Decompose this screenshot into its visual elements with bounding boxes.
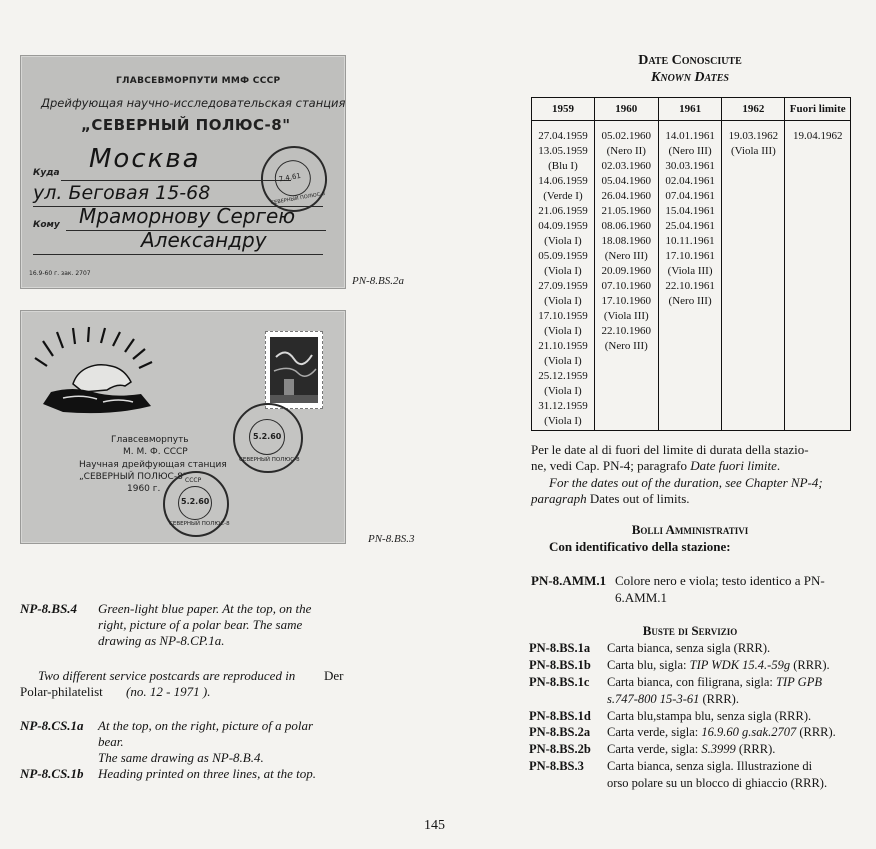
cover1-komu-label: Кому bbox=[33, 220, 60, 230]
buste-text-pre: Carta verde, sigla: bbox=[607, 742, 702, 756]
cover2-postmark-upper-text: СЕВЕРНЫЙ ПОЛЮС-8 bbox=[239, 457, 300, 463]
date-entry: 21.05.1960 bbox=[601, 205, 652, 217]
cover1-recipient-line1: Мраморнову Сергею bbox=[79, 204, 296, 228]
date-entry: 22.10.1960 bbox=[601, 325, 652, 337]
bolli-title: Bolli Amministrativi bbox=[631, 522, 749, 537]
column-header-fuori-limite: Fuori limite bbox=[785, 98, 851, 121]
date-entry: 14.06.1959 bbox=[538, 175, 588, 187]
paragraph-it bbox=[531, 442, 853, 474]
amm-line2: 6.AMM.1 bbox=[615, 590, 668, 605]
date-entry: 20.09.1960 bbox=[601, 265, 652, 277]
buste-row-1b bbox=[529, 657, 830, 674]
entry-text-line2: bear. bbox=[98, 734, 124, 749]
date-entry: 26.04.1960 bbox=[601, 190, 652, 202]
date-entry: (Viola I) bbox=[544, 265, 582, 277]
buste-code: PN-8.BS.3 bbox=[529, 759, 584, 773]
cover1-postmark-text: СЕВЕРНЫЙ ПОЛЮС-8 bbox=[270, 190, 326, 207]
paragraph-en-line2a: paragraph bbox=[531, 491, 587, 506]
buste-text-pre: Carta bianca, con filigrana, sigla: bbox=[607, 675, 777, 689]
date-entry: (Viola I) bbox=[544, 235, 582, 247]
buste-text-2: orso polare su un blocco di ghiaccio (RRR). bbox=[607, 776, 828, 790]
date-entry: (Verde I) bbox=[543, 190, 583, 202]
table-row bbox=[532, 121, 851, 431]
date-entry: (Viola I) bbox=[544, 385, 582, 397]
paragraph-en-line2 bbox=[531, 491, 853, 507]
buste-text-ital-2: s.747-800 15-3-61 bbox=[607, 692, 700, 706]
cover1-kuda-label: Куда bbox=[33, 168, 60, 178]
date-entry: (Nero II) bbox=[606, 145, 646, 157]
date-entry: (Viola I) bbox=[544, 415, 582, 427]
date-entry: 07.04.1961 bbox=[665, 190, 715, 202]
buste-title: Buste di Servizio bbox=[642, 623, 738, 638]
date-entry: 19.04.1962 bbox=[792, 130, 843, 142]
buste-row-3-line2 bbox=[607, 775, 827, 792]
date-entry: 02.04.1961 bbox=[665, 175, 715, 187]
buste-text-pre: Carta verde, sigla: bbox=[607, 725, 702, 739]
buste-code: PN-8.BS.1d bbox=[529, 709, 591, 723]
date-entry: 13.05.1959 bbox=[538, 145, 588, 157]
paragraph-it-line2 bbox=[531, 458, 853, 474]
postage-stamp bbox=[265, 331, 323, 409]
cover1-street: ул. Беговая 15-68 bbox=[33, 182, 211, 204]
cover2-postmark-lower-date: 5.2.60 bbox=[181, 497, 210, 506]
note-part1: Two different service postcards are reproduced in bbox=[38, 668, 296, 683]
note-part2: Der bbox=[324, 668, 344, 683]
cover1-station-line: Дрейфующая научно-исследовательская станция bbox=[41, 96, 346, 110]
buste-text-ital: TIP WDK 15.4.-59g bbox=[689, 658, 791, 672]
buste-text-post: (RRR). bbox=[796, 725, 836, 739]
date-entry: (Viola III) bbox=[603, 310, 649, 322]
date-entry: 15.04.1961 bbox=[665, 205, 715, 217]
entry-code: NP-8.BS.4 bbox=[20, 601, 78, 616]
date-entry: 05.09.1959 bbox=[538, 250, 588, 262]
known-dates-table bbox=[531, 97, 851, 431]
column-cell-1962 bbox=[722, 121, 785, 431]
cover1-station-name: „СЕВЕРНЫЙ ПОЛЮС-8" bbox=[81, 116, 291, 134]
date-entry: (Viola I) bbox=[544, 325, 582, 337]
cover2-line5: 1960 г. bbox=[127, 484, 161, 494]
bolli-subtitle: Con identificativo della stazione: bbox=[549, 539, 731, 554]
buste-row-1c bbox=[529, 674, 822, 691]
date-entry: 31.12.1959 bbox=[538, 400, 588, 412]
cover1-recipient-line2: Александру bbox=[141, 228, 267, 252]
cover-image-pn-8-bs-2a bbox=[20, 55, 346, 289]
buste-code: PN-8.BS.1c bbox=[529, 675, 590, 689]
entry-text-line3: drawing as NP-8.CP.1a. bbox=[98, 633, 225, 648]
cover1-city: Москва bbox=[89, 144, 201, 174]
cover1-line-4 bbox=[33, 254, 323, 255]
date-entry: 19.03.1962 bbox=[728, 130, 779, 142]
date-entry: 27.09.1959 bbox=[538, 280, 588, 292]
cover2-postmark-lower-text: СЕВЕРНЫЙ ПОЛЮС-8 bbox=[169, 521, 230, 527]
cover1-imprint: 16.9-60 г. зак. 2707 bbox=[29, 270, 91, 277]
entry-code: NP-8.CS.1b bbox=[20, 766, 84, 781]
date-entry: 21.10.1959 bbox=[538, 340, 588, 352]
buste-text-post-2: (RRR). bbox=[699, 692, 739, 706]
paragraph-it-line2a: ne, vedi Cap. PN-4; paragrafo bbox=[531, 458, 687, 473]
cover2-line3: Научная дрейфующая станция bbox=[79, 460, 227, 470]
entry-text-line1: At the top, on the right, picture of a polar bbox=[98, 718, 314, 733]
buste-text: Carta bianca, senza sigla. Illustrazione di bbox=[607, 759, 813, 773]
date-entry: 07.10.1960 bbox=[601, 280, 652, 292]
paragraph-it-line2b: Date fuori limite bbox=[690, 458, 777, 473]
date-entry: (Viola I) bbox=[544, 295, 582, 307]
date-entry: 14.01.1961 bbox=[665, 130, 715, 142]
entry-text-line2: right, picture of a polar bear. The same bbox=[98, 617, 303, 632]
paragraph-en-period: . bbox=[686, 491, 690, 506]
amm-line1: Colore nero e viola; testo identico a PN- bbox=[615, 573, 825, 588]
buste-code: PN-8.BS.2a bbox=[529, 725, 591, 739]
buste-text-ital: 16.9.60 g.sak.2707 bbox=[701, 725, 797, 739]
cover1-caption: PN-8.BS.2a bbox=[352, 275, 404, 287]
column-header-1959: 1959 bbox=[532, 98, 595, 121]
date-entry: 08.06.1960 bbox=[601, 220, 652, 232]
buste-text-ital: S.3999 bbox=[701, 742, 736, 756]
buste-row-2a bbox=[529, 724, 836, 741]
date-entry: (Viola I) bbox=[544, 355, 582, 367]
note-part4: (no. 12 - 1971 ). bbox=[126, 684, 211, 699]
buste-code: PN-8.BS.2b bbox=[529, 742, 591, 756]
buste-code: PN-8.BS.1b bbox=[529, 658, 591, 672]
date-entry: (Viola III) bbox=[667, 265, 713, 277]
buste-text-post: (RRR). bbox=[735, 742, 776, 756]
buste-row-1a bbox=[529, 640, 770, 657]
stamp-picture bbox=[270, 337, 318, 403]
buste-row-1c-line2 bbox=[607, 691, 739, 708]
cover2-postmark-upper bbox=[233, 403, 303, 473]
entry-code: NP-8.CS.1a bbox=[20, 718, 84, 733]
cover2-line1: Главсевморпуть bbox=[111, 435, 189, 445]
date-entry: (Viola III) bbox=[731, 145, 776, 157]
cover-image-pn-8-bs-3 bbox=[20, 310, 346, 544]
date-entry: 22.10.1961 bbox=[665, 280, 715, 292]
buste-text-post: (RRR). bbox=[790, 658, 830, 672]
date-entry: 25.04.1961 bbox=[665, 220, 715, 232]
stamp-scene-icon bbox=[270, 337, 318, 403]
column-cell-1959 bbox=[532, 121, 595, 431]
date-entry: 18.08.1960 bbox=[601, 235, 652, 247]
date-entry: (Nero III) bbox=[668, 295, 712, 307]
date-entry: 05.02.1960 bbox=[601, 130, 652, 142]
cover2-postmark-lower-top: СССР bbox=[185, 477, 202, 484]
cover1-postmark-date: 7.4.61 bbox=[278, 171, 302, 184]
paragraph-en-line2b: Dates out of limits bbox=[589, 491, 687, 506]
date-entry: (Blu I) bbox=[548, 160, 578, 172]
date-entry: 17.10.1959 bbox=[538, 310, 588, 322]
date-entry: (Nero III) bbox=[604, 340, 648, 352]
amm-code: PN-8.AMM.1 bbox=[531, 573, 607, 588]
cover1-line-1 bbox=[61, 180, 291, 181]
date-entry: 21.06.1959 bbox=[538, 205, 588, 217]
paragraph-it-period: . bbox=[776, 458, 781, 473]
dates-title-it: Date Conosciute bbox=[638, 53, 742, 68]
buste-code: PN-8.BS.1a bbox=[529, 641, 591, 655]
cover2-postmark-upper-date: 5.2.60 bbox=[253, 432, 282, 441]
column-cell-1960 bbox=[594, 121, 658, 431]
table-header-row bbox=[532, 98, 851, 121]
buste-row-1d bbox=[529, 708, 811, 725]
paragraph-en bbox=[531, 475, 853, 507]
column-header-1961: 1961 bbox=[658, 98, 722, 121]
buste-text: Carta bianca, senza sigla (RRR). bbox=[607, 641, 771, 655]
date-entry: (Nero III) bbox=[604, 250, 648, 262]
cover2-postmark-lower bbox=[163, 471, 229, 537]
buste-row-3 bbox=[529, 758, 812, 775]
buste-row-2b bbox=[529, 741, 775, 758]
buste-text-pre: Carta blu, sigla: bbox=[607, 658, 690, 672]
paragraph-it-line1: Per le date al di fuori del limite di durata della stazio- bbox=[531, 442, 809, 457]
entry-text-line1: Green-light blue paper. At the top, on the bbox=[98, 601, 312, 616]
buste-text: Carta blu,stampa blu, senza sigla (RRR). bbox=[607, 709, 812, 723]
page-number: 145 bbox=[424, 818, 445, 833]
date-entry: 17.10.1960 bbox=[601, 295, 652, 307]
paragraph-en-line1: For the dates out of the duration, see Chapter NP-4; bbox=[549, 475, 823, 490]
date-entry: (Nero III) bbox=[668, 145, 712, 157]
date-entry: 04.09.1959 bbox=[538, 220, 588, 232]
date-entry: 02.03.1960 bbox=[601, 160, 652, 172]
column-header-1960: 1960 bbox=[594, 98, 658, 121]
cover2-line2: М. М. Ф. СССР bbox=[123, 447, 188, 457]
column-header-1962: 1962 bbox=[722, 98, 785, 121]
date-entry: 25.12.1959 bbox=[538, 370, 588, 382]
date-entry: 05.04.1960 bbox=[601, 175, 652, 187]
cover2-line4: „СЕВЕРНЫЙ ПОЛЮС-8" bbox=[79, 472, 187, 482]
date-entry: 30.03.1961 bbox=[665, 160, 715, 172]
cover2-caption: PN-8.BS.3 bbox=[368, 533, 415, 545]
date-entry: 27.04.1959 bbox=[538, 130, 588, 142]
date-entry: 17.10.1961 bbox=[665, 250, 715, 262]
column-cell-1961 bbox=[658, 121, 722, 431]
dates-title-en: Known Dates bbox=[651, 70, 729, 85]
entry-text: Heading printed on three lines, at the top. bbox=[98, 766, 316, 781]
cover1-header: ГЛАВСЕВМОРПУТИ ММФ СССР bbox=[116, 76, 281, 86]
entry-text-line3: The same drawing as NP-8.B.4. bbox=[98, 750, 264, 765]
note-part3: Polar-philatelist bbox=[20, 684, 103, 699]
polar-bear-icon bbox=[33, 326, 163, 421]
buste-text-ital: TIP GPB bbox=[776, 675, 822, 689]
column-cell-fuori-limite bbox=[785, 121, 851, 431]
date-entry: 10.11.1961 bbox=[665, 235, 715, 247]
